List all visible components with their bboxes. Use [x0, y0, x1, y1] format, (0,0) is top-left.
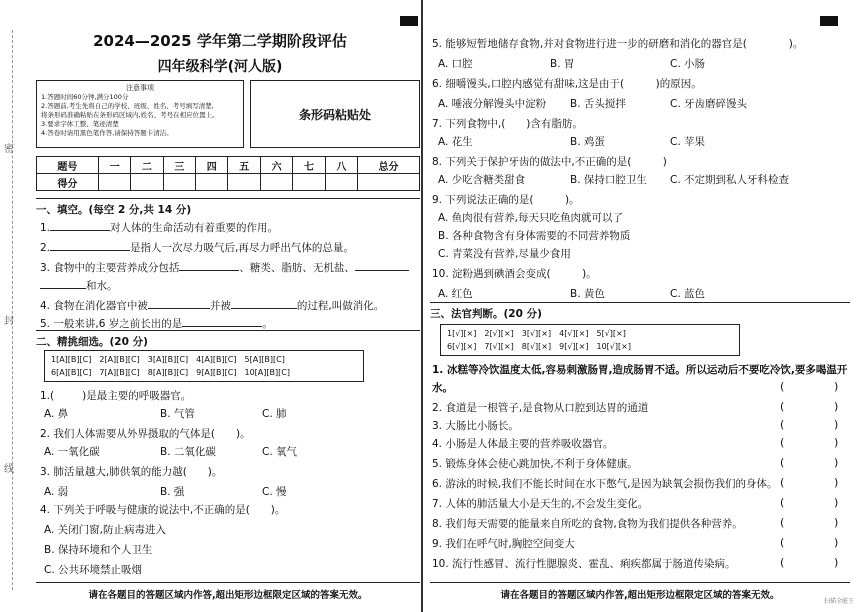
score-cell: 三 [163, 157, 195, 174]
q-text: 对人体的生命活动有着重要的作用。 [110, 222, 279, 234]
scanner-watermark: 扫描全能王 [823, 598, 854, 605]
answer-option[interactable]: 1[A][B][C] [51, 355, 92, 364]
tf-answer-paren-open[interactable]: ( [780, 536, 785, 549]
answer-option[interactable]: 6[A][B][C] [51, 368, 92, 377]
page-divider [421, 0, 423, 612]
mc-q6: 6. 细嚼馒头,口腔内感觉有甜味,这是由于( )的原因。 [432, 78, 702, 90]
mc-q3-option-b: B. 强 [160, 486, 185, 498]
mc-q7-option-a: A. 花生 [438, 136, 473, 148]
tf-answer-paren-close: ) [834, 516, 839, 529]
mc-q9-option-b: B. 各种食物含有身体需要的不同营养物质 [438, 230, 631, 242]
tf-answer-paren-open[interactable]: ( [780, 516, 785, 529]
notice-item: 4.答卷时请用黑色笔作答,请保持答题卡清洁。 [41, 129, 173, 137]
score-input[interactable] [358, 174, 420, 191]
q-text: 、糖类、脂肪、无机盐、 [239, 262, 355, 274]
tf-answer-paren-close: ) [834, 400, 839, 413]
mc-q2-option-c: C. 氧气 [262, 446, 298, 458]
exam-subtitle: 四年级科学(河人版) [157, 59, 283, 75]
tf-q1: 1. 冰糕等冷饮温度太低,容易刺激肠胃,造成肠胃不适。所以运动后不要吃冷饮,要多喝温开 [432, 364, 848, 376]
score-cell: 六 [260, 157, 292, 174]
mc-q7-option-b: B. 鸡蛋 [570, 136, 605, 148]
mc-q9-option-c: C. 青菜没有营养,尽量少食用 [438, 248, 571, 260]
mc-q8-option-b: B. 保持口腔卫生 [570, 174, 647, 186]
fill-blank[interactable] [148, 298, 210, 309]
q-text: 是指人一次尽力吸气后,再尽力呼出气体的总量。 [130, 242, 354, 254]
fill-q4 [40, 298, 384, 313]
fill-blank[interactable] [40, 278, 86, 289]
mc-q8: 8. 下列关于保护牙齿的做法中,不正确的是( ) [432, 156, 667, 168]
answer-option[interactable]: 8[√][×] [521, 342, 552, 351]
right-page [430, 0, 860, 612]
score-header-row [37, 157, 420, 174]
binding-line [12, 30, 13, 590]
tf-answer-grid [440, 324, 740, 356]
tf-answer-paren-open[interactable]: ( [780, 380, 785, 393]
answer-option[interactable]: 5[A][B][C] [244, 355, 285, 364]
mc-q8-option-c: C. 不定期到私人牙科检查 [670, 174, 790, 186]
mc-q10-option-c: C. 蓝色 [670, 288, 706, 300]
fill-blank[interactable] [50, 220, 110, 231]
fill-q3 [40, 260, 409, 275]
answer-option[interactable]: 3[√][×] [521, 329, 552, 338]
mc-q9: 9. 下列说法正确的是( )。 [432, 194, 580, 206]
side-label-feng: 封 [4, 316, 14, 327]
score-cell: 八 [325, 157, 357, 174]
mc-q5-option-b: B. 胃 [550, 58, 575, 70]
mc-q6-option-b: B. 舌头搅拌 [570, 98, 626, 110]
answer-grid-row [51, 353, 357, 366]
score-input[interactable] [196, 174, 228, 191]
mc-q2: 2. 我们人体需要从外界摄取的气体是( )。 [40, 428, 251, 440]
fill-blank[interactable] [50, 240, 130, 251]
answer-option[interactable]: 2[A][B][C] [99, 355, 140, 364]
score-input[interactable] [325, 174, 357, 191]
tf-answer-paren-open[interactable]: ( [780, 436, 785, 449]
right-footer-note: 请在各题目的答题区域内作答,超出矩形边框限定区域的答案无效。 [430, 582, 850, 601]
tf-answer-paren-open[interactable]: ( [780, 496, 785, 509]
mc-q3-option-a: A. 弱 [44, 486, 69, 498]
tf-answer-paren-close: ) [834, 436, 839, 449]
notice-title: 注意事项 [126, 84, 154, 92]
score-cell: 四 [196, 157, 228, 174]
mc-q10-option-a: A. 红色 [438, 288, 473, 300]
score-cell: 五 [228, 157, 260, 174]
q-text: 4. 食物在消化器官中被 [40, 300, 148, 312]
mc-q2-option-a: A. 一氧化碳 [44, 446, 100, 458]
tf-answer-paren-open[interactable]: ( [780, 400, 785, 413]
tf-q2: 2. 食道是一根管子,是食物从口腔到达胃的通道 [432, 402, 649, 414]
mc-q6-option-a: A. 唾液分解馒头中淀粉 [438, 98, 547, 110]
tf-q1-cont: 水。 [432, 382, 453, 394]
fill-q1 [40, 220, 278, 235]
score-cell: 七 [293, 157, 325, 174]
q-text: )是最主要的呼吸器官。 [82, 390, 192, 402]
answer-option[interactable]: 9[A][B][C] [196, 368, 237, 377]
score-input[interactable] [293, 174, 325, 191]
mc-q1-option-a: A. 鼻 [44, 408, 69, 420]
answer-option[interactable]: 7[A][B][C] [99, 368, 140, 377]
notice-box [36, 80, 244, 148]
answer-option[interactable]: 4[A][B][C] [196, 355, 237, 364]
fill-q5 [40, 316, 273, 331]
answer-option[interactable]: 8[A][B][C] [147, 368, 189, 377]
score-input[interactable] [131, 174, 163, 191]
tf-answer-paren-close: ) [834, 456, 839, 469]
answer-option[interactable]: 3[A][B][C] [147, 355, 189, 364]
mc-q4-option-b: B. 保持环境和个人卫生 [44, 544, 153, 556]
score-cell: 总分 [358, 157, 420, 174]
mc-q7-option-c: C. 苹果 [670, 136, 706, 148]
tf-answer-paren-close: ) [834, 496, 839, 509]
answer-option[interactable]: 7[√][×] [484, 342, 514, 351]
mc-q3: 3. 肺活量越大,肺供氧的能力越( )。 [40, 466, 223, 478]
answer-option[interactable]: 2[√][×] [484, 329, 514, 338]
mc-q2-option-b: B. 二氧化碳 [160, 446, 216, 458]
exam-title: 2024—2025 学年第二学期阶段评估 [93, 32, 347, 50]
score-input[interactable] [98, 174, 130, 191]
mc-q5-option-a: A. 口腔 [438, 58, 473, 70]
mc-q10: 10. 淀粉遇到碘酒会变成( )。 [432, 268, 597, 280]
q-text: 并被 [209, 300, 231, 312]
side-label-xian: 线 [4, 464, 14, 475]
fill-blank[interactable] [179, 260, 239, 271]
score-cell: 二 [131, 157, 163, 174]
left-footer-note: 请在各题目的答题区域内作答,超出矩形边框限定区域的答案无效。 [36, 582, 420, 601]
answer-option[interactable]: 1[√][×] [447, 329, 477, 338]
q-text: 和水。 [86, 280, 118, 292]
notice-item: 3.要求字体工整、笔迹清楚 [41, 120, 119, 128]
score-table [36, 156, 420, 191]
mc-q5: 5. 能够短暂地储存食物,并对食物进行进一步的研磨和消化的器官是( )。 [432, 38, 804, 50]
notice-item: 2.答题前,考生先将自己的学校、班级、姓名、考号填写清楚, [41, 102, 214, 110]
tf-answer-paren-close: ) [834, 536, 839, 549]
score-input[interactable] [228, 174, 260, 191]
answer-option[interactable]: 10[√][×] [596, 342, 631, 351]
mc-q9-option-a: A. 鱼肉很有营养,每天只吃鱼肉就可以了 [438, 212, 624, 224]
tf-q4: 4. 小肠是人体最主要的营养吸收器官。 [432, 438, 614, 450]
q-number: 2. [40, 242, 51, 254]
mc-answer-grid [44, 350, 364, 382]
tf-answer-paren-open[interactable]: ( [780, 418, 785, 431]
answer-option[interactable]: 5[√][×] [596, 329, 626, 338]
q-text: 的过程,叫做消化。 [296, 300, 385, 312]
score-value-row [37, 174, 420, 191]
fill-blank[interactable] [355, 260, 409, 271]
side-label-mi: 密 [4, 144, 14, 155]
fill-q3-cont [40, 278, 118, 293]
fill-q2 [40, 240, 354, 255]
mc-q4-option-c: C. 公共环境禁止吸烟 [44, 564, 143, 576]
tf-q9: 9. 我们在呼气时,胸腔空间变大 [432, 538, 575, 550]
section-2-title: 二、精挑细选。(20 分) [36, 330, 420, 349]
mc-q7: 7. 下列食物中,( )含有脂肪。 [432, 118, 583, 130]
barcode-area: 条形码粘贴处 [250, 80, 420, 148]
mc-q8-option-a: A. 少吃含糖类甜食 [438, 174, 526, 186]
mc-q3-option-c: C. 慢 [262, 486, 287, 498]
tf-q7: 7. 人体的肺活量大小是天生的,不会发生变化。 [432, 498, 649, 510]
mc-q6-option-c: C. 牙齿磨碎馒头 [670, 98, 748, 110]
answer-grid-row [447, 327, 733, 340]
score-input[interactable] [260, 174, 292, 191]
tf-answer-paren-open[interactable]: ( [780, 556, 785, 569]
tf-q3: 3. 大肠比小肠长。 [432, 420, 519, 432]
mc-q4: 4. 下列关于呼吸与健康的说法中,不正确的是( )。 [40, 504, 286, 516]
tf-answer-paren-open[interactable]: ( [780, 476, 785, 489]
mc-q4-option-a: A. 关闭门窗,防止病毒进入 [44, 524, 167, 536]
tf-q5: 5. 锻炼身体会使心跳加快,不利于身体健康。 [432, 458, 638, 470]
registration-mark [400, 16, 418, 26]
tf-q8: 8. 我们每天需要的能量来自所吃的食物,食物为我们提供各种营养。 [432, 518, 743, 530]
answer-grid-row [51, 366, 357, 379]
tf-answer-paren-close: ) [834, 418, 839, 431]
q-text: 5. 一般来讲,6 岁之前长出的是 [40, 318, 183, 330]
section-3-title: 三、法官判断。(20 分) [430, 302, 850, 321]
mc-q10-option-b: B. 黄色 [570, 288, 605, 300]
mc-q5-option-c: C. 小肠 [670, 58, 706, 70]
tf-q6: 6. 游泳的时候,我们不能长时间在水下憋气,是因为缺氧会损伤我们的身体。 [432, 478, 778, 490]
q-number: 1. [40, 222, 51, 234]
score-label: 得分 [37, 174, 99, 191]
mc-q1-option-c: C. 肺 [262, 408, 287, 420]
mc-q1 [40, 388, 191, 403]
answer-grid-row [447, 340, 733, 353]
notice-item: 1.答题时间60分钟,满分100分 [41, 93, 129, 101]
tf-answer-paren-open[interactable]: ( [780, 456, 785, 469]
score-cell: 题号 [37, 157, 99, 174]
fill-blank[interactable] [231, 298, 297, 309]
tf-answer-paren-close: ) [834, 476, 839, 489]
tf-q10: 10. 流行性感冒、流行性腮腺炎、霍乱、痢疾都属于肠道传染病。 [432, 558, 736, 570]
answer-option[interactable]: 6[√][×] [447, 342, 477, 351]
tf-answer-paren-close: ) [834, 380, 839, 393]
q-text: 。 [262, 318, 273, 330]
mc-q1-option-b: B. 气管 [160, 408, 195, 420]
score-input[interactable] [163, 174, 195, 191]
fill-blank[interactable] [182, 316, 262, 327]
answer-option[interactable]: 9[√][×] [559, 342, 589, 351]
tf-answer-paren-close: ) [834, 556, 839, 569]
answer-option[interactable]: 10[A][B][C] [244, 368, 290, 377]
score-cell: 一 [98, 157, 130, 174]
q-text: 3. 食物中的主要营养成分包括 [40, 262, 180, 274]
section-1-title: 一、填空。(每空 2 分,共 14 分) [36, 198, 420, 217]
answer-option[interactable]: 4[√][×] [559, 329, 589, 338]
notice-item: 将条形码准确粘贴在条形码区域内,姓名、考号在相应位置上。 [41, 111, 219, 119]
q-number: 1.( [40, 390, 55, 402]
